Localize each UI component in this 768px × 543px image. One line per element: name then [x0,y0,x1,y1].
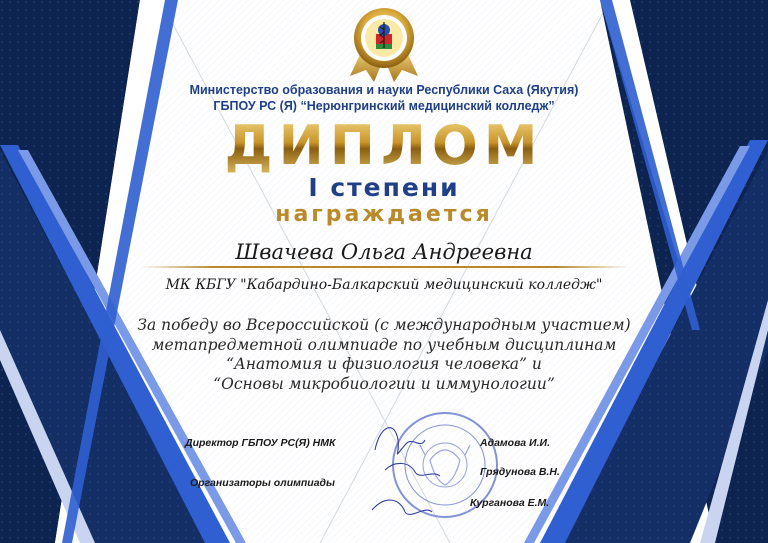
director-label: Директор ГБПОУ РС(Я) НМК [185,437,336,449]
diploma-degree: I степени [308,173,460,202]
description-line: За победу во Всероссийской (с международным участием) [137,316,631,334]
description-line: метапредметной олимпиаде по учебным дисциплинам [151,335,617,354]
ministry-name: Министерство образования и науки Республики Саха (Якутия) [189,83,579,97]
college-name: ГБПОУ РС (Я) “Нерюнгринский медицинский колледж” [213,99,555,113]
recipient-name: Швачева Ольга Андреевна [235,240,533,264]
signature-name-kurganova: Курганова Е.М. [470,497,550,509]
signature-name-gryadunova: Грядунова В.Н. [480,466,560,478]
description-line: “Основы микробиологии и иммунологии” [213,374,555,393]
description-line: “Анатомия и физиология человека” и [226,355,542,373]
signature-name-adamova: Адамова И.И. [480,437,550,449]
name-underline [140,266,630,268]
award-description [0,316,768,394]
awarded-label: награждается [275,202,493,227]
recipient-organization: МК КБГУ "Кабардино-Балкарский медицинский колледж" [165,277,603,293]
organizers-label: Организаторы олимпиады [190,477,336,489]
diploma-title: ДИПЛОМ [0,114,768,177]
